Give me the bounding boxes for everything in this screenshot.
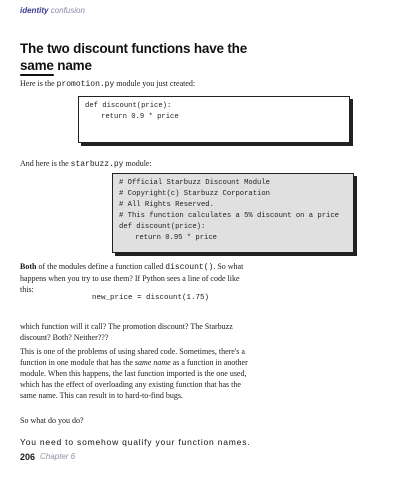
intro-filename: starbuzz.py (70, 160, 124, 169)
paragraph-which: which function will it call? The promotion discount? The Starbuzz discount? Both? Neither??? (20, 322, 233, 342)
intro-text-rest: module: (123, 159, 152, 168)
code-line: # Official Starbuzz Discount Module (119, 179, 270, 187)
code-line: return 0.95 * price (135, 234, 217, 242)
para-text: . So what happens when you try to use them? If Python sees a line of code like this: (20, 262, 244, 294)
paragraph-question: So what do you do? (20, 416, 84, 425)
intro-text-rest: module you just created: (114, 79, 196, 88)
code-line: def discount(price): (119, 223, 206, 231)
chapter-label: Chapter 6 (40, 452, 76, 461)
title-line-1: The two discount functions have the (20, 41, 248, 56)
para-text: as a function in another module. When this happens, the last function imported is the one used, which has the effect of overloading any existing function that has the same name. This can result in to hard-to-find bugs. (20, 358, 248, 400)
para-text: of the modules define a function called (36, 262, 166, 271)
title-rest: name (53, 58, 92, 73)
emphasis: same name (134, 358, 171, 367)
emphasis: Both (20, 262, 37, 271)
code-line: # Copyright(c) Starbuzz Corporation (119, 190, 270, 198)
intro-starbuzz (20, 158, 152, 170)
example-call-code: new_price = discount(1.75) (92, 294, 210, 302)
inline-code: discount() (165, 263, 214, 272)
page-number: 206 (20, 452, 36, 462)
intro-text: And here is the (20, 159, 71, 168)
header-topic: confusion (50, 6, 85, 15)
promotion-code-box (78, 96, 350, 143)
intro-promotion (20, 78, 195, 90)
paragraph-both (20, 261, 248, 295)
para-text: This is one of the problems of using shared code. Sometimes, there's a function in one module that has the (20, 347, 245, 367)
title-underlined-word: same (20, 58, 54, 73)
code-line: def discount(price): (85, 102, 172, 110)
title-line-2 (20, 57, 247, 74)
header-section: identity (20, 6, 49, 15)
starbuzz-code-box (112, 173, 354, 253)
page-title (20, 40, 247, 74)
code-line: # All Rights Reserved. (119, 201, 214, 209)
conclusion: You need to somehow qualify your function names. (20, 437, 251, 447)
running-header (20, 6, 85, 15)
code-line: return 0.9 * price (101, 113, 179, 121)
intro-text: Here is the (20, 79, 57, 88)
paragraph-problem (20, 346, 248, 401)
intro-filename: promotion.py (56, 80, 115, 89)
code-line: # This function calculates a 5% discount on a price (119, 212, 339, 220)
